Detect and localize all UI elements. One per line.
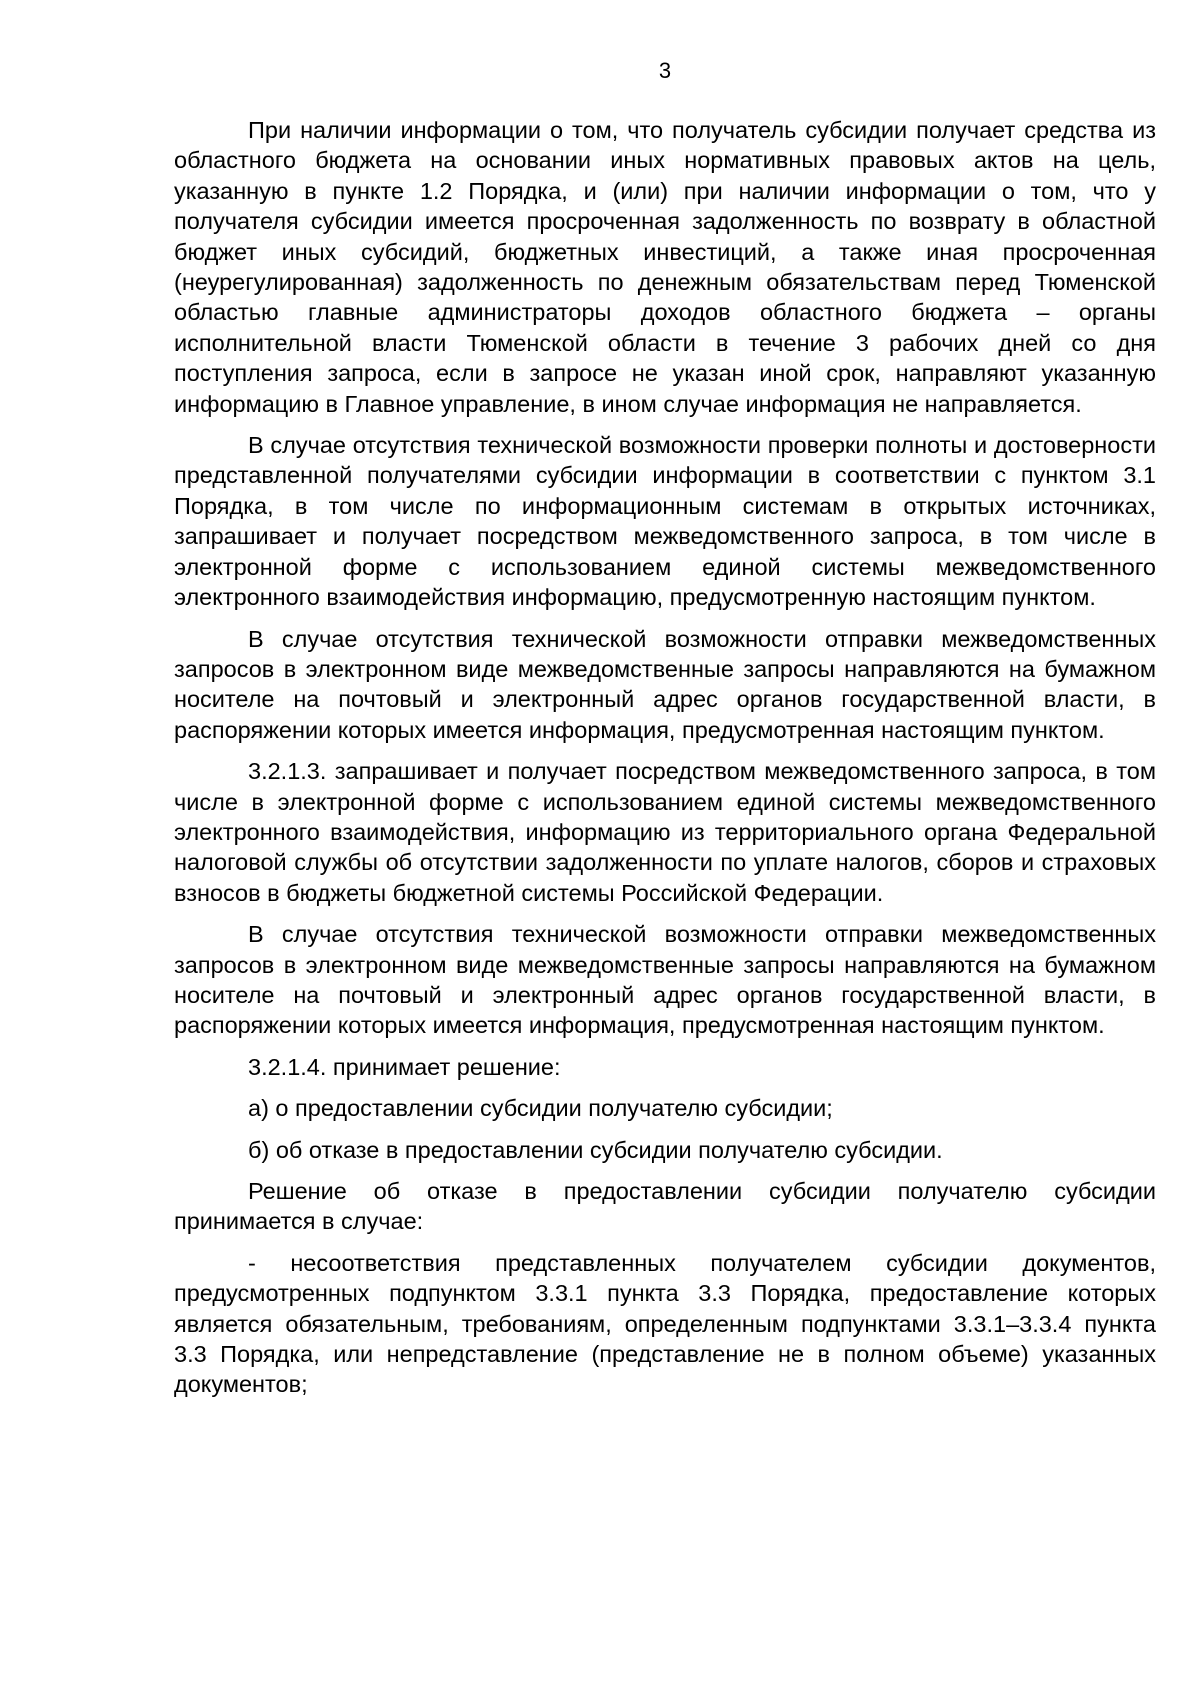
paragraph-information-provision: При наличии информации о том, что получатель субсидии получает средства из областного бюджета на основании иных нормативных правовых актов на цель, указанную в пункте 1.2 Порядка, и (или) при наличии информации о том, что у получателя субсидии имеется просроченная задолженность по возврату в областной бюджет иных субсидий, бюджетных инвестиций, а также иная просроченная (неурегулированная) задолженность по денежным обязательствам перед Тюменской областью главные администраторы доходов областного бюджета – органы исполнительной власти Тюменской области в течение 3 рабочих дней со дня поступления запроса, если в запросе не указан иной срок, направляют указанную информацию в Главное управление, в ином случае информация не направляется. xyxy=(174,117,1156,417)
page-number: 3 xyxy=(658,58,672,83)
list-item-a: а) о предоставлении субсидии получателю субсидии; xyxy=(248,1095,833,1122)
paragraph-noncompliance: - несоответствия представленных получателем субсидии документов, предусмотренных подпунктом 3.3.1 пункта 3.3 Порядка, предоставление которых является обязательным, требованиям, определенным подпунктами 3.3.1–3.3.4 пункта 3.3 Порядка, или непредставление (представление не в полном объеме) указанных документов; xyxy=(174,1249,1156,1398)
paragraph-paper-requests-repeat: В случае отсутствия технической возможности отправки межведомственных запросов в электронном виде межведомственные запросы направляются на бумажном носителе на почтовый и электронный адрес органов государственной власти, в распоряжении которых имеется информация, предусмотренная настоящим пунктом. xyxy=(174,921,1156,1039)
list-item-b: б) об отказе в предоставлении субсидии получателю субсидии. xyxy=(248,1136,943,1163)
paragraph-refusal-decision: Решение об отказе в предоставлении субсидии получателю субсидии принимается в случае: xyxy=(174,1178,1156,1235)
document-body xyxy=(174,115,1156,1411)
paragraph-3-2-1-3: 3.2.1.3. запрашивает и получает посредством межведомственного запроса, в том числе в электронной форме с использованием единой системы межведомственного электронного взаимодействия, информацию из территориального органа Федеральной налоговой службы об отсутствии задолженности по уплате налогов, сборов и страховых взносов в бюджеты бюджетной системы Российской Федерации. xyxy=(174,758,1156,906)
paragraph-3-2-1-4: 3.2.1.4. принимает решение: xyxy=(248,1053,561,1080)
paragraph-technical-check: В случае отсутствия технической возможности проверки полноты и достоверности представленной получателями субсидии информации в соответствии с пунктом 3.1 Порядка, в том числе по информационным системам в открытых источниках, запрашивает и получает посредством межведомственного запроса, в том числе в электронной форме с использованием единой системы межведомственного электронного взаимодействия информацию, предусмотренную настоящим пунктом. xyxy=(174,432,1156,611)
paragraph-paper-requests: В случае отсутствия технической возможности отправки межведомственных запросов в электронном виде межведомственные запросы направляются на бумажном носителе на почтовый и электронный адрес органов государственной власти, в распоряжении которых имеется информация, предусмотренная настоящим пунктом. xyxy=(174,625,1156,743)
